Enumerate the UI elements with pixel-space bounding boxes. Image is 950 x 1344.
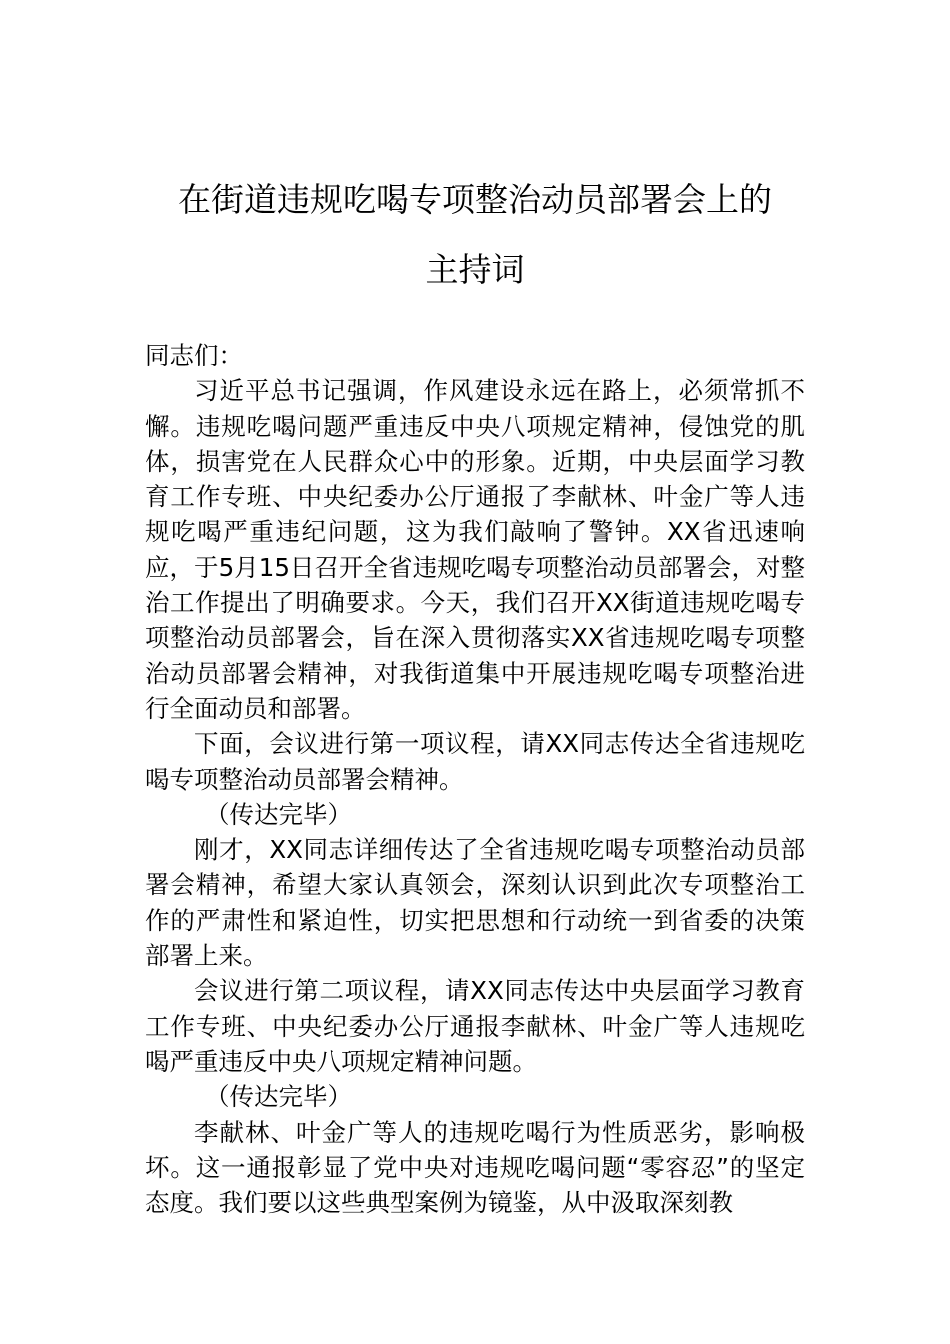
document-body	[145, 338, 805, 1220]
salutation: 同志们：	[145, 341, 243, 370]
paragraph-agenda-1: 下面，会议进行第一项议程，请XX同志传达全省违规吃喝专项整治动员部署会精神。	[145, 729, 805, 794]
paragraph-summary-1: 刚才，XX同志详细传达了全省违规吃喝专项整治动员部署会精神，希望大家认真领会，深刻认识到此次专项整治工作的严肃性和紧迫性，切实把思想和行动统一到省委的决策部署上来。	[145, 835, 805, 971]
title-line-2: 主持词	[425, 250, 525, 289]
paragraph-agenda-2: 会议进行第二项议程，请XX同志传达中央层面学习教育工作专班、中央纪委办公厅通报李献林、叶金广等人违规吃喝严重违反中央八项规定精神问题。	[145, 976, 805, 1076]
title-line-1: 在街道违规吃喝专项整治动员部署会上的	[178, 180, 772, 219]
paragraph-intro: 习近平总书记强调，作风建设永远在路上，必须常抓不懈。违规吃喝问题严重违反中央八项规定精神，侵蚀党的肌体，损害党在人民群众心中的形象。近期，中央层面学习教育工作专班、中央纪委办公厅通报了李献林、叶金广等人违规吃喝严重违纪问题，这为我们敲响了警钟。XX省迅速响应，于5月15日召开全省违规吃喝专项整治动员部署会，对整治工作提出了明确要求。今天，我们召开XX街道违规吃喝专项整治动员部署会，旨在深入贯彻落实XX省违规吃喝专项整治动员部署会精神，对我街道集中开展违规吃喝专项整治进行全面动员和部署。	[145, 376, 805, 723]
note-transmission-complete: （传达完毕）	[205, 799, 352, 829]
paragraph-case-analysis: 李献林、叶金广等人的违规吃喝行为性质恶劣，影响极坏。这一通报彰显了党中央对违规吃喝问题“零容忍”的坚定态度。我们要以这些典型案例为镜鉴，从中汲取深刻教	[145, 1117, 805, 1218]
note-transmission-complete: （传达完毕）	[205, 1082, 352, 1112]
document-title	[120, 165, 830, 305]
